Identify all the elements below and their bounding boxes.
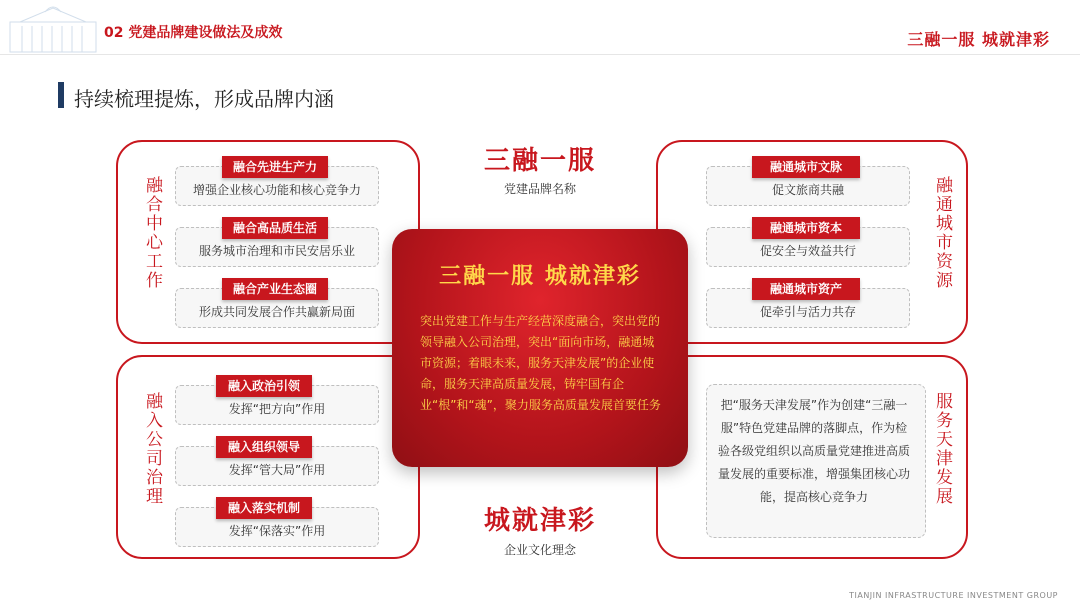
item-card: 发挥“把方向”作用 (175, 385, 379, 425)
vertical-label-serve-tianjin: 服务天津发展 (932, 392, 952, 506)
description-text: 把“服务天津发展”作为创建“三融一服”特色党建品牌的落脚点，作为检验各级党组织以高质量党建推进高质量发展的重要标准，增强集团核心功能，提高核心竞争力 (717, 398, 910, 504)
item-card: 增强企业核心功能和核心竞争力 (175, 166, 379, 206)
center-slogan: 三融一服 城就津彩 (439, 263, 641, 289)
item-tag: 融通城市资产 (752, 278, 860, 300)
header-divider (0, 54, 1080, 55)
item-tag: 融合高品质生活 (222, 217, 328, 239)
vertical-label-governance: 融入公司治理 (142, 392, 162, 506)
building-logo-icon (0, 0, 110, 54)
item-tag: 融通城市文脉 (752, 156, 860, 178)
vertical-label-city-resources: 融通城市资源 (932, 176, 952, 290)
culture-calligraphy: 城就津彩 (483, 506, 596, 536)
item-tag: 融合产业生态圈 (222, 278, 328, 300)
footer-company-name: TIANJIN INFRASTRUCTURE INVESTMENT GROUP (849, 591, 1058, 600)
brand-name-calligraphy: 三融一服 (483, 146, 596, 176)
page-title: 持续梳理提炼，形成品牌内涵 (74, 87, 334, 111)
item-tag: 融入政治引领 (216, 375, 312, 397)
item-card: 发挥“保落实”作用 (175, 507, 379, 547)
section-header: 02 党建品牌建设做法及成效 (104, 25, 283, 41)
item-card: 促安全与效益共行 (706, 227, 910, 267)
center-card (392, 229, 688, 467)
item-tag: 融通城市资本 (752, 217, 860, 239)
item-card: 发挥“管大局”作用 (175, 446, 379, 486)
culture-caption: 企业文化理念 (503, 543, 576, 557)
item-card: 促文旅商共融 (706, 166, 910, 206)
brand-slogan: 三融一服 城就津彩 (907, 30, 1050, 49)
item-tag: 融入落实机制 (216, 497, 312, 519)
item-card: 形成共同发展合作共赢新局面 (175, 288, 379, 328)
item-tag: 融合先进生产力 (222, 156, 328, 178)
vertical-label-center-work: 融合中心工作 (142, 176, 162, 290)
brand-name-caption: 党建品牌名称 (503, 182, 576, 196)
item-card: 服务城市治理和市民安居乐业 (175, 227, 379, 267)
center-body: 突出党建工作与生产经营深度融合，突出党的领导融入公司治理，突出“面向市场，融通城市资源；着眼未来，服务天津发展”的企业使命，服务天津高质量发展，铸牢国有企业“根”和“魂”，聚力服务高质量发展首要任务 (420, 314, 661, 412)
item-tag: 融入组织领导 (216, 436, 312, 458)
item-card: 促牵引与活力共存 (706, 288, 910, 328)
title-accent-bar (58, 82, 64, 108)
